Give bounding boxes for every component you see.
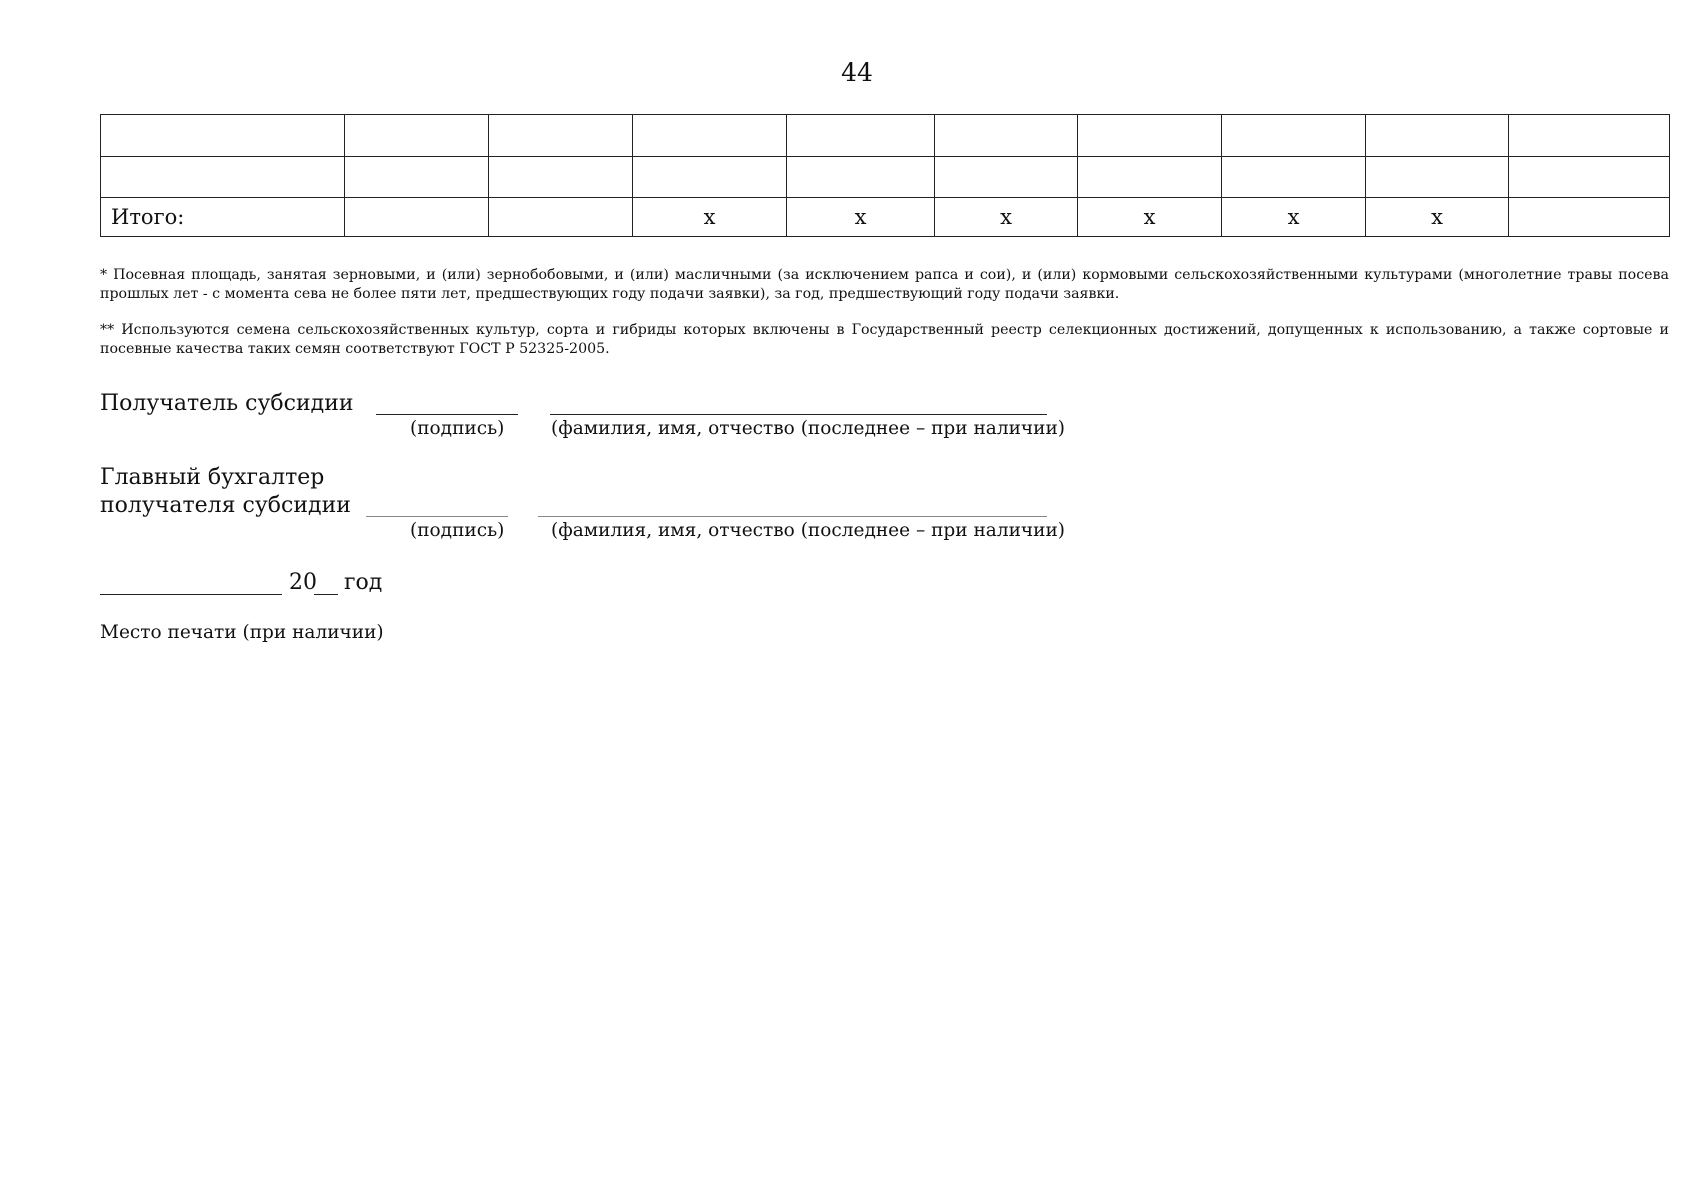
data-table — [100, 114, 1670, 237]
recipient-name-caption: (фамилия, имя, отчество (последнее – при наличии) — [551, 418, 1066, 439]
date-year-blank — [314, 594, 338, 595]
table-cell — [1509, 157, 1670, 198]
stamp-place: Место печати (при наличии) — [100, 622, 384, 643]
table-cell — [101, 157, 345, 198]
table-cell — [787, 115, 935, 157]
table-cell — [1366, 115, 1509, 157]
accountant-name-line — [538, 516, 1047, 517]
table-cell — [633, 115, 787, 157]
page-number: 44 — [841, 58, 873, 87]
table-cell: Итого: — [101, 198, 345, 237]
date-line — [100, 594, 282, 595]
table-cell — [345, 157, 489, 198]
accountant-name-caption: (фамилия, имя, отчество (последнее – при наличии) — [551, 520, 1066, 541]
table-cell — [1366, 157, 1509, 198]
date-year-prefix: 20 — [289, 570, 317, 595]
table-cell — [787, 157, 935, 198]
table-cell — [935, 115, 1078, 157]
table-cell: х — [1222, 198, 1366, 237]
accountant-label-line1: Главный бухгалтер — [100, 465, 325, 490]
table-cell — [1078, 115, 1222, 157]
recipient-name-line — [550, 414, 1047, 415]
table-cell — [345, 198, 489, 237]
table-cell — [1509, 198, 1670, 237]
date-year-suffix: год — [344, 570, 383, 595]
recipient-signature-line — [376, 414, 518, 415]
table-cell — [1222, 157, 1366, 198]
table-row — [101, 198, 1670, 237]
footnote-seeds: ** Используются семена сельскохозяйственных культур, сорта и гибриды которых включены в Государственный реестр селекционных достижений, допущенных к использованию, а также сортовые и посевные качества таких семян соответствуют ГОСТ Р 52325-2005. — [100, 322, 1669, 357]
table-row — [101, 115, 1670, 157]
table-cell — [1078, 157, 1222, 198]
table-cell — [489, 157, 633, 198]
table-cell: х — [787, 198, 935, 237]
table-row — [101, 157, 1670, 198]
table-cell — [101, 115, 345, 157]
table-cell — [1509, 115, 1670, 157]
table-cell — [1222, 115, 1366, 157]
table-cell — [345, 115, 489, 157]
accountant-signature-line — [366, 516, 508, 517]
accountant-signature-caption: (подпись) — [410, 520, 505, 541]
table-cell — [489, 115, 633, 157]
table-cell — [935, 157, 1078, 198]
recipient-label: Получатель субсидии — [100, 391, 354, 416]
table-cell: х — [1078, 198, 1222, 237]
accountant-label-line2: получателя субсидии — [100, 493, 351, 518]
footnote-sown-area: * Посевная площадь, занятая зерновыми, и (или) зернобобовыми, и (или) масличными (за исключением рапса и сои), и (или) кормовыми сельскохозяйственными культурами (многолетние травы посева прошлых лет - с момента сева не более пяти лет, предшествующих году подачи заявки), за год, предшествующий году подачи заявки. — [100, 267, 1669, 302]
table-cell: х — [633, 198, 787, 237]
table-cell: х — [1366, 198, 1509, 237]
table-cell: х — [935, 198, 1078, 237]
recipient-signature-caption: (подпись) — [410, 418, 505, 439]
table-cell — [633, 157, 787, 198]
table-cell — [489, 198, 633, 237]
